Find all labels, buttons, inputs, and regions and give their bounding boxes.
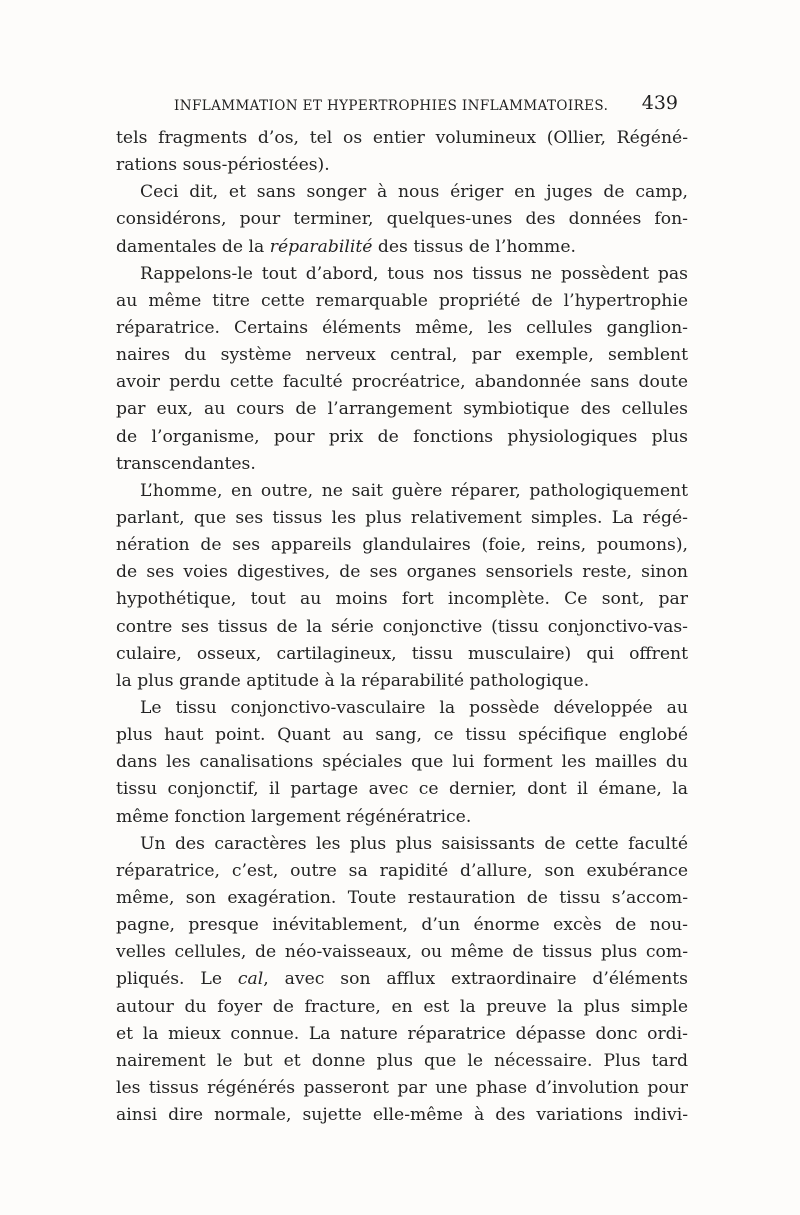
text-segment: de l’organisme, pour prix de fonctions physiologiques plus <box>116 426 688 447</box>
text-segment: et la mieux connue. La nature réparatrice dépasse donc ordi- <box>116 1023 688 1044</box>
text-line <box>116 532 688 559</box>
text-segment: réparatrice, c’est, outre sa rapidité d’allure, son exubérance <box>116 860 688 881</box>
text-segment: pagne, presque inévitablement, d’un énorme excès de nou- <box>116 915 688 936</box>
text-line <box>116 315 688 342</box>
text-line <box>116 179 688 206</box>
text-segment: les tissus régénérés passeront par une phase d’involution pour <box>116 1077 688 1098</box>
text-segment: même, son exagération. Toute restauration de tissu s’accom- <box>116 887 688 908</box>
text-segment: par eux, au cours de l’arrangement symbiotique des cellules <box>116 399 688 420</box>
text-line <box>116 885 688 912</box>
text-line <box>116 994 688 1021</box>
text-segment: parlant, que ses tissus les plus relativement simples. La régé- <box>116 507 688 528</box>
text-line <box>116 695 688 722</box>
text-segment: velles cellules, de néo-vaisseaux, ou même de tissus plus com- <box>116 942 688 963</box>
text-line <box>116 1102 688 1129</box>
text-line <box>116 369 688 396</box>
text-line <box>116 261 688 288</box>
running-title: INFLAMMATION ET HYPERTROPHIES INFLAMMATOIRES. <box>174 98 609 114</box>
text-line <box>116 234 688 261</box>
text-segment: avoir perdu cette faculté procréatrice, abandonnée sans doute <box>116 372 688 393</box>
text-line <box>116 858 688 885</box>
text-segment: contre ses tissus de la série conjonctive (tissu conjonctivo-vas- <box>116 616 688 637</box>
text-segment: culaire, osseux, cartilagineux, tissu musculaire) qui offrent <box>116 643 688 664</box>
text-line <box>116 396 688 423</box>
text-segment: autour du foyer de fracture, en est la preuve la plus simple <box>116 996 688 1017</box>
text-segment: tissu conjonctif, il partage avec ce dernier, dont il émane, la <box>116 779 688 800</box>
text-segment: au même titre cette remarquable propriété de l’hypertrophie <box>116 290 688 311</box>
text-segment: Ceci dit, et sans songer à nous ériger en juges de camp, <box>140 182 688 203</box>
text-segment: pliqués. Le <box>116 969 238 990</box>
text-line <box>116 125 688 152</box>
text-segment: plus haut point. Quant au sang, ce tissu spécifique englobé <box>116 725 688 746</box>
text-line <box>116 668 688 695</box>
italic-text: cal <box>237 969 264 990</box>
text-line <box>116 1075 688 1102</box>
text-line <box>116 776 688 803</box>
running-head <box>116 92 688 118</box>
text-segment: nération de ses appareils glandulaires (foie, reins, poumons), <box>116 535 688 556</box>
page-number: 439 <box>641 92 678 114</box>
text-segment: hypothétique, tout au moins fort incomplète. Ce sont, par <box>116 589 688 610</box>
text-segment: réparatrice. Certains éléments même, les cellules ganglion- <box>116 317 688 338</box>
text-line <box>116 722 688 749</box>
text-line <box>116 804 688 831</box>
text-line <box>116 152 688 179</box>
text-line <box>116 342 688 369</box>
text-segment: rations sous-périostées). <box>116 155 330 176</box>
body-text <box>116 125 688 1129</box>
text-line <box>116 1021 688 1048</box>
text-segment: nairement le but et donne plus que le nécessaire. Plus tard <box>116 1050 688 1071</box>
text-segment: Rappelons-le tout d’abord, tous nos tissus ne possèdent pas <box>140 263 688 284</box>
text-line <box>116 206 688 233</box>
text-line <box>116 586 688 613</box>
text-line <box>116 559 688 586</box>
text-segment: damentales de la <box>116 236 270 257</box>
text-segment: des tissus de l’homme. <box>372 236 576 257</box>
text-line <box>116 1048 688 1075</box>
text-segment: L’homme, en outre, ne sait guère réparer, pathologiquement <box>140 480 688 501</box>
text-line <box>116 424 688 451</box>
text-segment: Le tissu conjonctivo-vasculaire la possède développée au <box>140 697 688 718</box>
italic-text: réparabilité <box>269 236 373 257</box>
text-segment: transcendantes. <box>116 453 256 474</box>
text-line <box>116 641 688 668</box>
text-segment: Un des caractères les plus plus saisissants de cette faculté <box>140 833 688 854</box>
text-segment: , avec son afflux extraordinaire d’éléments <box>263 969 688 990</box>
text-line <box>116 912 688 939</box>
text-line <box>116 505 688 532</box>
text-segment: dans les canalisations spéciales que lui forment les mailles du <box>116 752 688 773</box>
text-segment: considérons, pour terminer, quelques-unes des données fon- <box>116 209 688 230</box>
text-segment: tels fragments d’os, tel os entier volumineux (Ollier, Régéné- <box>116 128 688 148</box>
text-line <box>116 831 688 858</box>
text-line <box>116 478 688 505</box>
text-segment: ainsi dire normale, sujette elle-même à des variations indivi- <box>116 1105 688 1126</box>
text-line <box>116 966 688 993</box>
text-line <box>116 749 688 776</box>
text-line <box>116 939 688 966</box>
text-segment: même fonction largement régénératrice. <box>116 806 472 827</box>
text-line <box>116 614 688 641</box>
text-segment: naires du système nerveux central, par exemple, semblent <box>116 345 688 366</box>
text-segment: la plus grande aptitude à la réparabilité pathologique. <box>116 670 590 691</box>
text-segment: de ses voies digestives, de ses organes sensoriels reste, sinon <box>116 562 688 583</box>
text-line <box>116 288 688 315</box>
text-line <box>116 451 688 478</box>
